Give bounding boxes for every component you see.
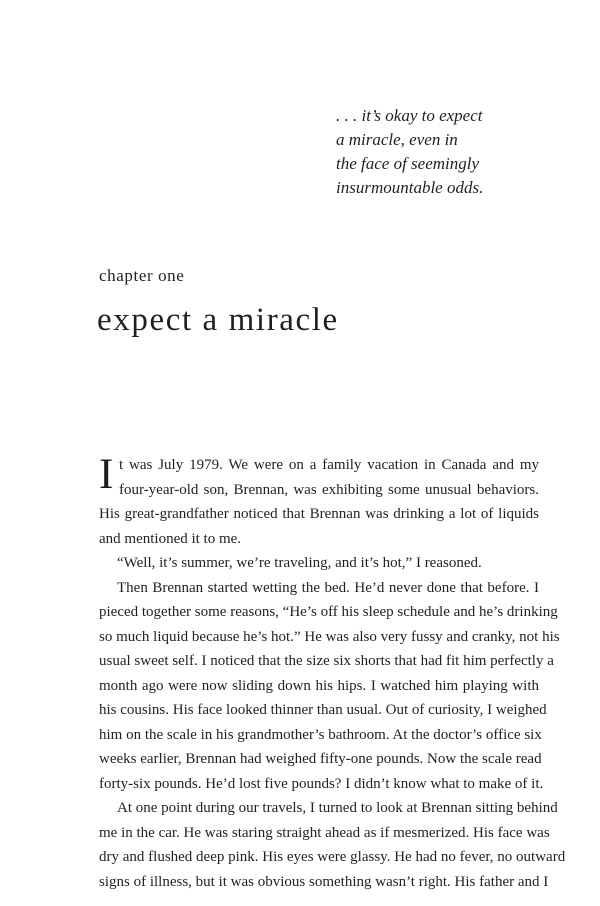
body-line: his cousins. His face looked thinner than usual. Out of curiosity, I weighed bbox=[99, 702, 547, 718]
body-line: Then Brennan started wetting the bed. He’d never done that before. I bbox=[117, 579, 539, 596]
body-line: and mentioned it to me. bbox=[99, 530, 242, 547]
body-line: At one point during our travels, I turned to look at Brennan sitting behind bbox=[117, 800, 558, 816]
body-line: pieced together some reasons, “He’s off his sleep schedule and he’s drinking bbox=[99, 604, 558, 620]
epigraph bbox=[336, 104, 576, 200]
body-line: him on the scale in his grandmother’s bathroom. At the doctor’s office six bbox=[99, 726, 542, 743]
body-line: so much liquid because he’s hot.” He was also very fussy and cranky, not his bbox=[99, 628, 560, 645]
body-line: “Well, it’s summer, we’re traveling, and it’s hot,” I reasoned. bbox=[117, 555, 482, 571]
epigraph-line: insurmountable odds. bbox=[336, 178, 484, 197]
body-text bbox=[99, 453, 566, 894]
body-line: t was July 1979. We were on a family vacation in Canada and my bbox=[119, 457, 539, 473]
body-line: His great-grandfather noticed that Brennan was drinking a lot of liquids bbox=[99, 506, 539, 522]
body-line: usual sweet self. I noticed that the size six shorts that had fit him perfectly a bbox=[99, 653, 554, 669]
epigraph-line: a miracle, even in bbox=[336, 130, 458, 149]
body-line: me in the car. He was staring straight ahead as if mesmerized. His face was bbox=[99, 824, 550, 841]
body-line: signs of illness, but it was obvious something wasn’t right. His father and I bbox=[99, 873, 549, 890]
body-line: month ago were now sliding down his hips. I watched him playing with bbox=[99, 677, 539, 694]
body-line: weeks earlier, Brennan had weighed fifty-one pounds. Now the scale read bbox=[99, 751, 542, 767]
drop-cap: I bbox=[99, 451, 114, 498]
epigraph-line: . . . it’s okay to expect bbox=[336, 106, 483, 125]
chapter-label: chapter one bbox=[99, 266, 185, 285]
epigraph-line: the face of seemingly bbox=[336, 154, 480, 173]
body-line: dry and flushed deep pink. His eyes were glassy. He had no fever, no outward bbox=[99, 849, 566, 865]
chapter-title: expect a miracle bbox=[97, 302, 339, 338]
body-line: four-year-old son, Brennan, was exhibiting some unusual behaviors. bbox=[119, 481, 539, 498]
body-line: forty-six pounds. He’d lost five pounds? I didn’t know what to make of it. bbox=[99, 775, 544, 792]
